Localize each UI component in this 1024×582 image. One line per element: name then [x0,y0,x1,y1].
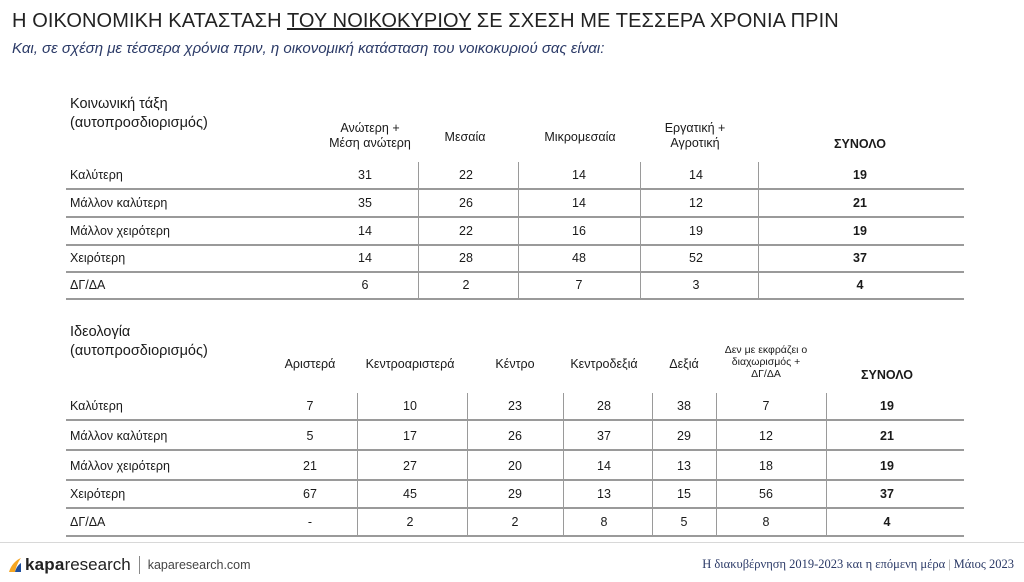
table-cell: 45 [403,487,417,501]
table-cell: 14 [358,251,372,265]
column-divider [758,162,759,300]
table2-label-line2: (αυτοπροσδιορισμός) [70,343,208,359]
col-header-line: Εργατική + [664,121,726,135]
kapa-research-logo [8,555,251,575]
col-header-line: Μεσαία [444,130,486,144]
table-cell: 13 [677,459,691,473]
col-header-line: ΣΥΝΟΛΟ [834,137,886,151]
table-cell: 29 [677,429,691,443]
col-header-line: Μέση ανώτερη [329,136,411,150]
table-cell-total: 21 [880,429,894,443]
table-cell-total: 37 [853,251,867,265]
footer [0,542,1024,582]
table-row [66,453,964,481]
row-label: Καλύτερη [70,399,123,413]
table-cell-total: 4 [856,278,864,292]
logo-kapa: kapa [25,555,65,574]
table-row [66,190,964,218]
column-divider [652,393,653,536]
table-cell: 2 [462,278,470,292]
table-cell: 48 [572,251,586,265]
table-cell: 8 [762,515,770,529]
page-title [12,10,839,33]
col-header-line: ΣΥΝΟΛΟ [861,368,913,382]
table-cell: 14 [358,224,372,238]
row-label: Μάλλον καλύτερη [70,196,168,210]
table1-col-header [415,130,515,145]
table-cell-total: 37 [880,487,894,501]
table-cell: 37 [597,429,611,443]
table-cell: 14 [597,459,611,473]
footer-date: Μάιος 2023 [953,557,1014,571]
table-cell: 38 [677,399,691,413]
table-cell: 67 [303,487,317,501]
table-cell: 26 [508,429,522,443]
logo-research: research [64,555,131,574]
table-cell: 28 [459,251,473,265]
table-cell: 13 [597,487,611,501]
table2-col-header [556,357,652,372]
footer-note-text: Η διακυβέρνηση 2019-2023 και η επόμενη μέρα [702,557,946,571]
table-cell: 12 [759,429,773,443]
page-subtitle: Και, σε σχέση με τέσσερα χρόνια πριν, η οικονομική κατάσταση του νοικοκυριού σας είναι: [12,40,605,57]
col-header-line: ΔΓ/ΔΑ [751,368,781,380]
table1-label-line2: (αυτοπροσδιορισμός) [70,115,208,131]
row-label: Χειρότερη [70,251,126,265]
table-row [66,423,964,451]
table-cell: 12 [689,196,703,210]
table-cell: 2 [406,515,414,529]
table-cell: 5 [680,515,688,529]
table-cell-total: 19 [880,399,894,413]
table-cell: 16 [572,224,586,238]
table-cell-total: 19 [853,168,867,182]
column-divider [563,393,564,536]
table-cell: 8 [600,515,608,529]
table-cell: 14 [572,196,586,210]
table-cell: 5 [306,429,314,443]
logo-divider [139,556,140,574]
column-divider [467,393,468,536]
table-cell: 27 [403,459,417,473]
table-cell: 31 [358,168,372,182]
footer-separator: | [948,557,951,571]
col-header-line: Αγροτική [670,136,720,150]
table2-label-line1: Ιδεολογία [70,324,131,340]
table-cell: 17 [403,429,417,443]
table-cell: 2 [511,515,519,529]
table-cell: 18 [759,459,773,473]
table-row [66,481,964,509]
column-divider [357,393,358,536]
col-header-line: Αριστερά [284,357,336,371]
kapa-logo-icon [8,557,22,573]
title-part1: Η ΟΙΚΟΝΟΜΙΚΗ ΚΑΤΑΣΤΑΣΗ [12,10,287,32]
table-cell: 7 [575,278,583,292]
table-cell-total: 21 [853,196,867,210]
table-cell: 14 [689,168,703,182]
column-divider [826,393,827,536]
table-cell: 26 [459,196,473,210]
table-cell: 7 [762,399,770,413]
table-cell: 21 [303,459,317,473]
table-cell: 56 [759,487,773,501]
row-label: ΔΓ/ΔΑ [70,278,106,292]
table-cell: 22 [459,168,473,182]
table-row [66,509,964,537]
table1-col-header-total [805,137,915,152]
table-cell: 7 [306,399,314,413]
table-cell-total: 4 [883,515,891,529]
column-divider [716,393,717,536]
row-label: ΔΓ/ΔΑ [70,515,106,529]
table2-col-header [352,357,468,372]
table1-label-line1: Κοινωνική τάξη [70,96,168,112]
table-cell: 14 [572,168,586,182]
table1-col-header [525,130,635,145]
table-row [66,393,964,421]
row-label: Καλύτερη [70,168,123,182]
table2-col-header [262,357,358,372]
footer-note [702,557,1014,572]
table-cell: 28 [597,399,611,413]
row-label: Μάλλον χειρότερη [70,224,170,238]
table2-col-header [467,357,563,372]
footer-url[interactable]: kaparesearch.com [147,558,251,572]
table2-col-header-total [832,368,942,383]
table2-label [70,323,208,361]
table-cell: 19 [689,224,703,238]
table-cell-total: 19 [853,224,867,238]
col-header-line: Δεν με εκφράζει ο [724,344,808,356]
col-header-line: Κεντροδεξιά [570,357,638,371]
row-label: Μάλλον καλύτερη [70,429,168,443]
table-cell: 29 [508,487,522,501]
column-divider [418,162,419,300]
table-cell: 52 [689,251,703,265]
table-cell: 20 [508,459,522,473]
table-cell: 3 [692,278,700,292]
row-label: Μάλλον χειρότερη [70,459,170,473]
table-row [66,162,964,190]
row-label: Χειρότερη [70,487,126,501]
col-header-line: Μικρομεσαία [544,130,616,144]
table-row [66,245,964,273]
col-header-line: διαχωρισμός + [731,356,801,368]
table-cell: 35 [358,196,372,210]
table-cell: 23 [508,399,522,413]
table-row [66,272,964,300]
table1-col-header [315,121,425,151]
col-header-line: Κέντρο [495,357,535,371]
table-cell: 6 [361,278,369,292]
col-header-line: Ανώτερη + [340,121,400,135]
col-header-line: Κεντροαριστερά [365,357,455,371]
column-divider [518,162,519,300]
table1-label [70,95,208,133]
table-cell: 22 [459,224,473,238]
table-cell-total: 19 [880,459,894,473]
col-header-line: Δεξιά [669,357,699,371]
table-cell: - [307,515,313,529]
table-row [66,218,964,246]
table-cell: 15 [677,487,691,501]
table2-col-header [706,344,826,380]
column-divider [640,162,641,300]
title-part2: ΣΕ ΣΧΕΣΗ ΜΕ ΤΕΣΣΕΡΑ ΧΡΟΝΙΑ ΠΡΙΝ [471,10,839,32]
table1-col-header [640,121,750,151]
table-cell: 10 [403,399,417,413]
title-underlined: ΤΟΥ ΝΟΙΚΟΚΥΡΙΟΥ [286,10,472,32]
